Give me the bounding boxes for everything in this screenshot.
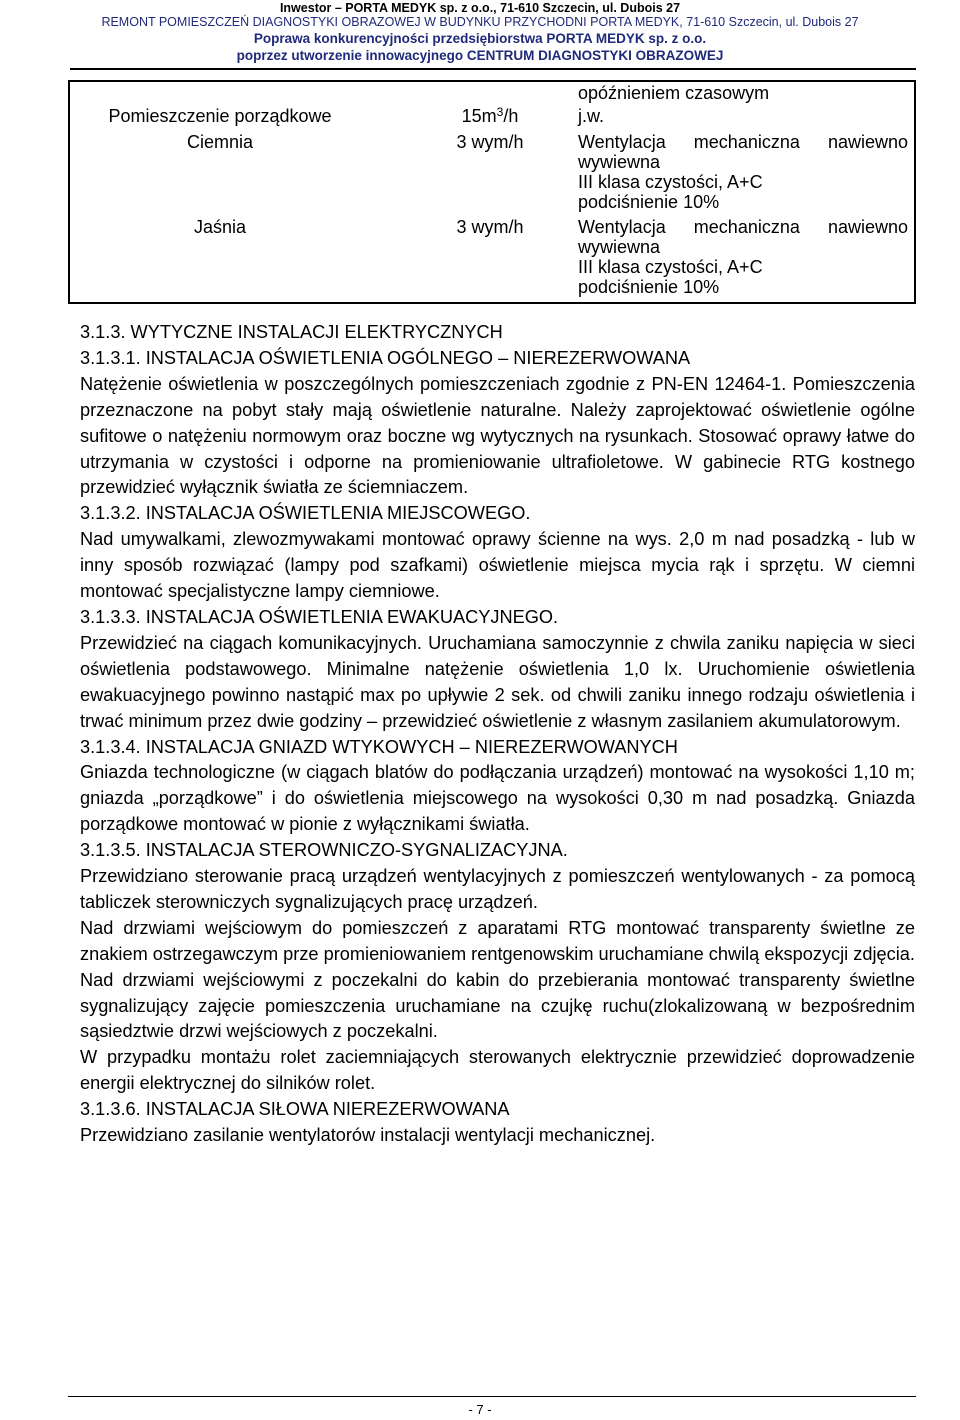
paragraph: Nad drzwiami wejściowymi z poczekalni do kabin do przebierania montować transparenty świetlne sygnalizujący zajęcie pomieszczenia uruchamiane na czujkę ruchu(zlokalizowaną w bezpośrednim sąsiedztwie drzwi wejściowych z poczekalni. xyxy=(80,969,915,1042)
table-row2-requirement: Wentylacja mechaniczna nawiewno wywiewna III klasa czystości, A+C podciśnienie 10% xyxy=(578,132,908,212)
table-row3-room: Jaśnia xyxy=(193,217,247,237)
table-row1-rate: $15m^3/h$ xyxy=(461,105,519,126)
header-program-1: Poprawa konkurencyjności przedsiębiorstwa PORTA MEDYK sp. z o.o. xyxy=(253,31,707,46)
footer-divider xyxy=(68,1396,916,1397)
table-row3-requirement: Wentylacja mechaniczna nawiewno wywiewna III klasa czystości, A+C podciśnienie 10% xyxy=(578,217,908,297)
table-row2-room: Ciemnia xyxy=(186,132,254,152)
document-body xyxy=(80,320,915,1149)
header-project: REMONT POMIESZCZEŃ DIAGNOSTYKI OBRAZOWEJ W BUDYNKU PRZYCHODNI PORTA MEDYK, 71-610 Szczecin, ul. Dubois 27 xyxy=(101,15,859,29)
table-row3-rate: 3 wym/h xyxy=(456,217,524,237)
header-program-2: poprzez utworzenie innowacyjnego CENTRUM DIAGNOSTYKI OBRAZOWEJ xyxy=(236,48,724,63)
section-heading: 3.1.3.4. INSTALACJA GNIAZD WTYKOWYCH – NIEREZERWOWANYCH xyxy=(80,736,678,757)
section-heading: 3.1.3. WYTYCZNE INSTALACJI ELEKTRYCZNYCH xyxy=(80,322,503,342)
section-heading: 3.1.3.3. INSTALACJA OŚWIETLENIA EWAKUACYJNEGO. xyxy=(80,606,559,627)
paragraph: Nad umywalkami, zlewozmywakami montować oprawy ścienne na wys. 2,0 m nad posadzką - lub w inny sposób rozwiązać (lampy pod szafkami) oświetlenie miejsca mycia rąk i sprzętu. W ciemni montować specjalistyczne lampy ciemniowe. xyxy=(80,529,915,602)
paragraph: W przypadku montażu rolet zaciemniających sterowanych elektrycznie przewidzieć doprowadzenie energii elektrycznej do silników rolet. xyxy=(80,1047,915,1094)
table-row0-requirement: opóźnieniem czasowym xyxy=(578,83,770,103)
paragraph: Gniazda technologiczne (w ciągach blatów do podłączania urządzeń) montować na wysokości 1,10 m; gniazda „porządkowe” i do oświetlenia miejscowego na wysokości 0,30 m nad posadzką. Gniazda porządkowe montować w pionie z wyłącznikami światła. xyxy=(80,762,915,835)
paragraph: Nad drzwiami wejściowym do pomieszczeń z aparatami RTG montować transparenty świetlne ze znakiem ostrzegawczym prze promieniowaniem rentgenowskim uruchamiane chwilą ekspozycji zdjęcia. xyxy=(80,917,915,964)
paragraph: Natężenie oświetlenia w poszczególnych pomieszczeniach zgodnie z PN-EN 12464-1. Pomieszczenia przeznaczone na pobyt stały mają oświetlenie naturalne. Należy zaprojektować oświetlenie ogólne sufitowe o natężeniu normowym oraz boczne wg wytycznych na rysunkach. Stosować oprawy łatwe do utrzymania w czystości i odporne na promieniowanie ultrafioletowe. W gabinecie RTG kostnego przewidzieć wyłącznik światła ze ściemniaczem. xyxy=(80,373,915,498)
section-heading: 3.1.3.5. INSTALACJA STEROWNICZO-SYGNALIZACYJNA. xyxy=(80,840,568,861)
table-row1-room: Pomieszczenie porządkowe xyxy=(108,106,332,126)
table-row1-requirement: j.w. xyxy=(578,106,605,126)
table-row2-rate: 3 wym/h xyxy=(456,132,524,152)
page-number: - 7 - xyxy=(468,1402,492,1417)
section-heading: 3.1.3.2. INSTALACJA OŚWIETLENIA MIEJSCOWEGO. xyxy=(80,503,531,524)
paragraph: Przewidziano sterowanie pracą urządzeń wentylacyjnych z pomieszczeń wentylowanych - za pomocą tabliczek sterowniczych sygnalizujących pracę urządzeń. xyxy=(80,866,915,912)
header-divider xyxy=(70,68,916,70)
header-investor: Inwestor – PORTA MEDYK sp. z o.o., 71-610 Szczecin, ul. Dubois 27 xyxy=(279,1,681,15)
ventilation-table xyxy=(68,80,916,304)
section-heading: 3.1.3.6. INSTALACJA SIŁOWA NIEREZERWOWANA xyxy=(80,1099,510,1120)
paragraph: Przewidziano zasilanie wentylatorów instalacji wentylacji mechanicznej. xyxy=(80,1125,656,1146)
paragraph: Przewidzieć na ciągach komunikacyjnych. Uruchamiana samoczynnie z chwila zaniku napięcia w sieci oświetlenia podstawowego. Minimalne natężenie oświetlenia 1,0 lx. Uruchomienie oświetlenia ewakuacyjnego powinno nastąpić max po upływie 2 sek. od chwili zaniku innego rodzaju oświetlenia i trwać minimum przez dwie godziny – przewidzieć oświetlenie z własnym zasilaniem akumulatorowym. xyxy=(80,632,915,731)
section-heading: 3.1.3.1. INSTALACJA OŚWIETLENIA OGÓLNEGO – NIEREZERWOWANA xyxy=(80,347,691,368)
